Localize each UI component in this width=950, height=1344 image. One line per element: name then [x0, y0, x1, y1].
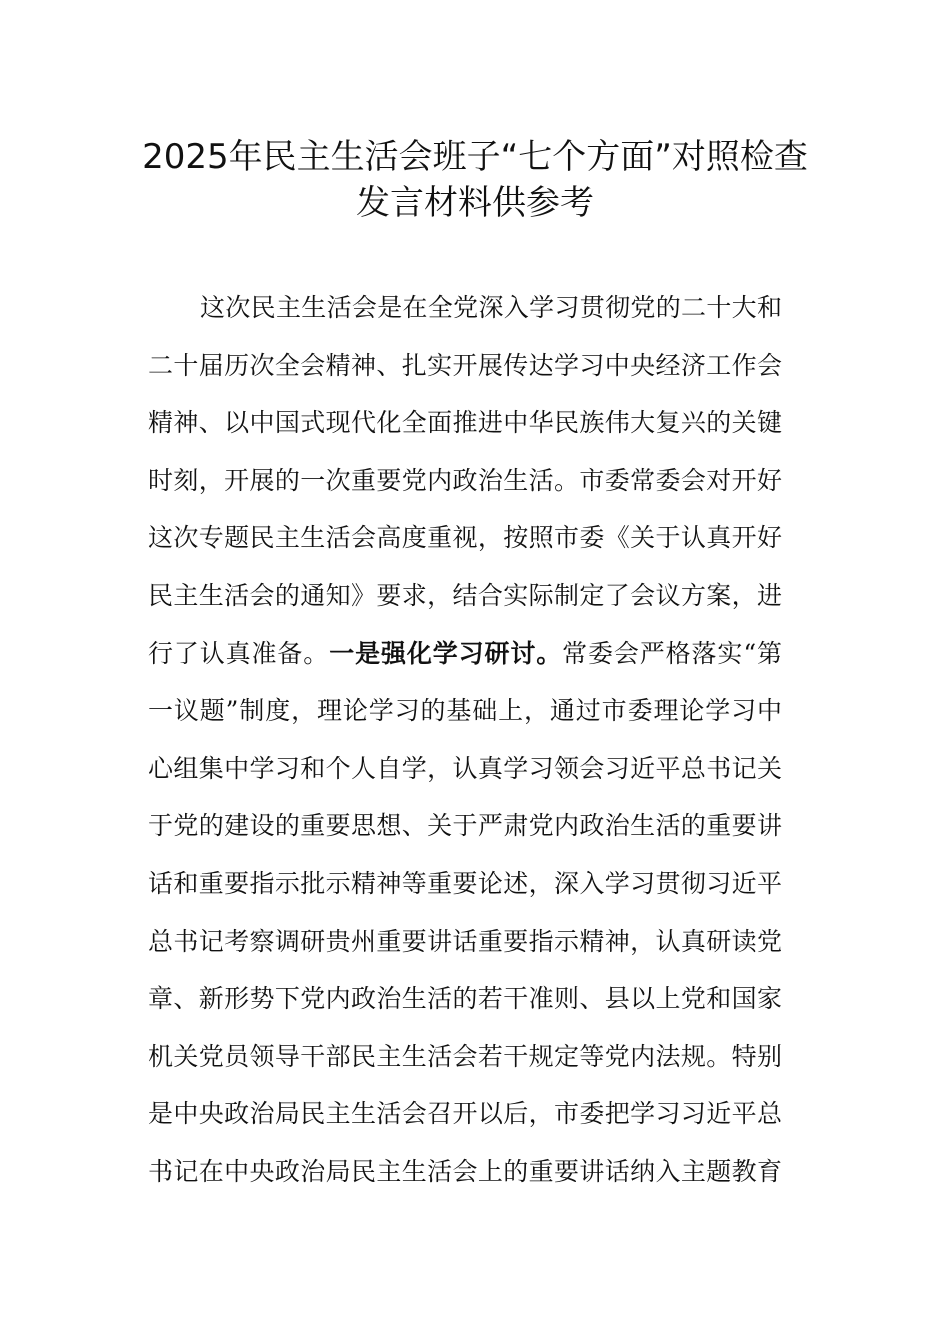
paragraph-line [148, 575, 782, 633]
document-title-line-1: 2025年民主生活会班子“七个方面”对照检查 [142, 137, 808, 177]
paragraph-line [148, 1093, 782, 1151]
line-text: 于党的建设的重要思想、关于严肃党内政治生活的重要讲 [148, 811, 782, 841]
line-text: 机关党员领导干部民主生活会若干规定等党内法规。特别 [148, 1041, 782, 1071]
paragraph-line [148, 863, 782, 921]
line-text: 总书记考察调研贵州重要讲话重要指示精神，认真研读党 [148, 926, 782, 956]
line-text: 行了认真准备。 [148, 638, 330, 668]
paragraph-line [148, 287, 782, 345]
paragraph-line [148, 460, 782, 518]
line-text: 心组集中学习和个人自学，认真学习领会习近平总书记关 [148, 753, 782, 783]
line-text: 书记在中央政治局民主生活会上的重要讲话纳入主题教育 [148, 1156, 782, 1186]
line-text: 话和重要指示批示精神等重要论述，深入学习贯彻习近平 [148, 868, 782, 898]
line-text: 这次民主生活会是在全党深入学习贯彻党的二十大和 [200, 293, 782, 322]
paragraph-line [148, 1036, 782, 1094]
paragraph-line [148, 402, 782, 460]
line-text: 民主生活会的通知》要求，结合实际制定了会议方案，进 [148, 580, 782, 610]
paragraph-line [148, 1151, 782, 1209]
paragraph-line [148, 805, 782, 863]
line-text: 常委会严格落实“第 [562, 638, 782, 668]
line-text: 这次专题民主生活会高度重视，按照市委《关于认真开好 [148, 523, 782, 553]
paragraph-line [148, 921, 782, 979]
document-title-line-2: 发言材料供参考 [356, 183, 594, 223]
paragraph-line [148, 517, 782, 575]
paragraph-line [148, 690, 782, 748]
line-text: 二十届历次全会精神、扎实开展传达学习中央经济工作会 [148, 350, 782, 380]
paragraph-line [148, 633, 782, 691]
paragraph-line [148, 978, 782, 1036]
line-text: 精神、以中国式现代化全面推进中华民族伟大复兴的关键 [148, 408, 782, 438]
paragraph-line [148, 345, 782, 403]
document-body [148, 287, 782, 1209]
paragraph-line [148, 748, 782, 806]
line-text: 一议题”制度，理论学习的基础上，通过市委理论学习中 [148, 696, 782, 726]
bold-heading-text: 一是强化学习研讨。 [329, 638, 563, 668]
line-text: 章、新形势下党内政治生活的若干准则、县以上党和国家 [148, 984, 782, 1014]
line-text: 时刻，开展的一次重要党内政治生活。市委常委会对开好 [148, 465, 782, 495]
line-text: 是中央政治局民主生活会召开以后，市委把学习习近平总 [148, 1099, 782, 1129]
